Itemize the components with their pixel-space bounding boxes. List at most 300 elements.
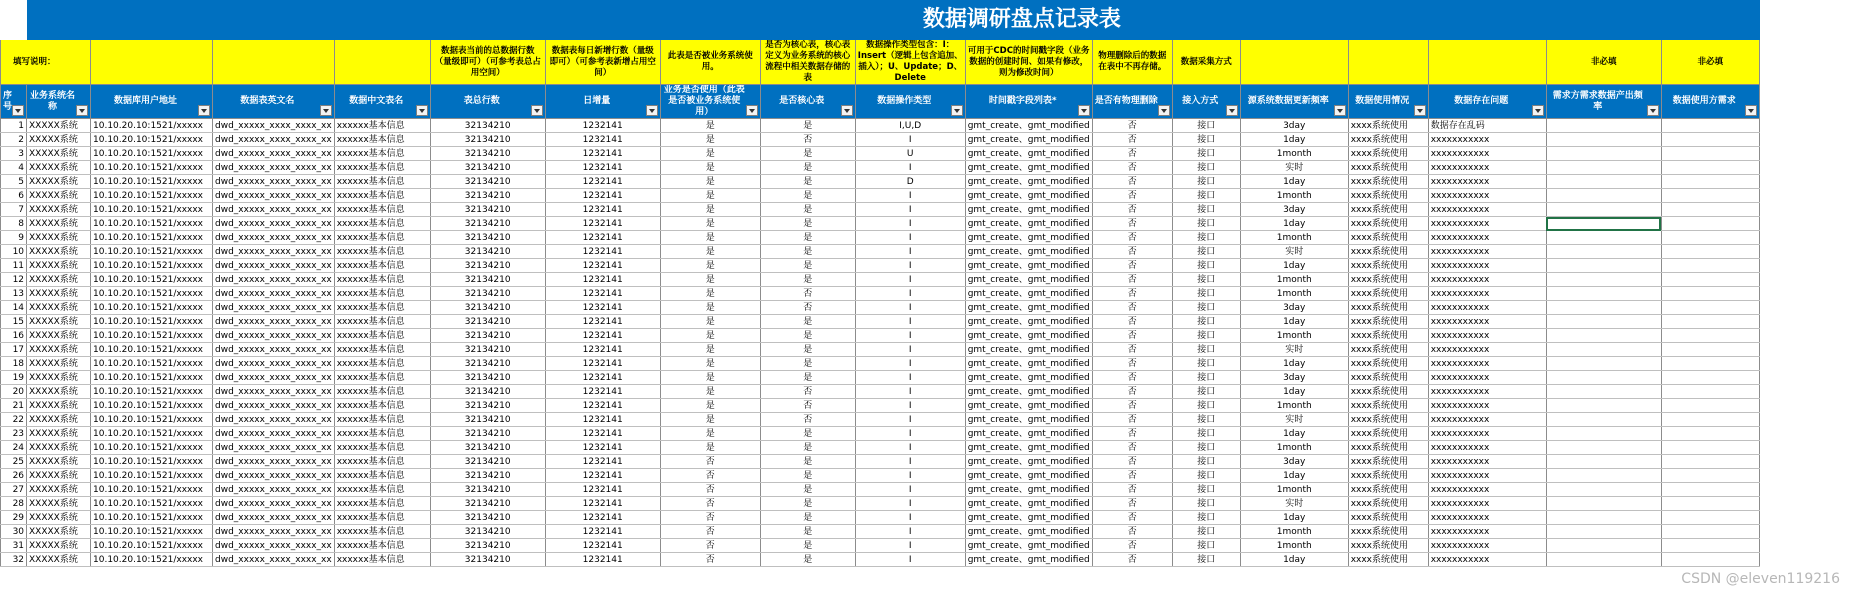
table-cell[interactable] <box>1661 413 1759 427</box>
table-cell[interactable]: xxxx系统使用 <box>1348 497 1428 511</box>
table-cell[interactable]: xxxxxx基本信息 <box>334 287 430 301</box>
table-cell[interactable]: 否 <box>760 385 855 399</box>
table-cell[interactable]: 实时 <box>1240 343 1348 357</box>
column-header[interactable] <box>1240 85 1348 119</box>
table-cell[interactable]: 否 <box>1092 273 1172 287</box>
table-cell[interactable]: xxxx系统使用 <box>1348 371 1428 385</box>
table-cell[interactable]: 32134210 <box>430 511 545 525</box>
table-cell[interactable]: dwd_xxxxx_xxxx_xxxx_xx <box>213 315 335 329</box>
table-cell[interactable] <box>1546 161 1661 175</box>
table-cell[interactable]: 1232141 <box>545 427 660 441</box>
table-cell[interactable]: 32134210 <box>430 483 545 497</box>
note-physical-del[interactable]: 物理删除后的数据在表中不再存储。 <box>1092 40 1172 85</box>
column-header[interactable] <box>91 85 213 119</box>
table-cell[interactable]: 1232141 <box>545 315 660 329</box>
table-cell[interactable]: 是 <box>760 245 855 259</box>
table-cell[interactable]: I <box>855 539 965 553</box>
table-cell[interactable]: 1232141 <box>545 371 660 385</box>
table-cell[interactable]: gmt_create、gmt_modified <box>965 301 1092 315</box>
table-cell[interactable]: gmt_create、gmt_modified <box>965 245 1092 259</box>
table-cell[interactable]: gmt_create、gmt_modified <box>965 399 1092 413</box>
table-cell[interactable]: xxxxxx基本信息 <box>334 259 430 273</box>
table-cell[interactable]: XXXXX系统 <box>27 427 91 441</box>
table-cell[interactable]: gmt_create、gmt_modified <box>965 455 1092 469</box>
table-cell[interactable]: I <box>855 287 965 301</box>
table-cell[interactable]: XXXXX系统 <box>27 525 91 539</box>
table-cell[interactable]: I <box>855 441 965 455</box>
table-cell[interactable]: 1month <box>1240 231 1348 245</box>
table-cell[interactable]: xxxxxxxxxxx <box>1428 175 1546 189</box>
table-cell[interactable]: 1232141 <box>545 385 660 399</box>
table-cell[interactable]: 是 <box>760 525 855 539</box>
table-cell[interactable]: 否 <box>760 133 855 147</box>
table-cell[interactable]: xxxx系统使用 <box>1348 245 1428 259</box>
table-cell[interactable]: xxxxxxxxxxx <box>1428 273 1546 287</box>
table-cell[interactable]: 15 <box>1 315 27 329</box>
table-cell[interactable]: 否 <box>660 539 760 553</box>
table-cell[interactable]: 是 <box>660 357 760 371</box>
column-header[interactable] <box>760 85 855 119</box>
table-cell[interactable]: xxxxxx基本信息 <box>334 399 430 413</box>
table-cell[interactable]: XXXXX系统 <box>27 399 91 413</box>
table-cell[interactable]: 否 <box>1092 133 1172 147</box>
table-cell[interactable]: dwd_xxxxx_xxxx_xxxx_xx <box>213 259 335 273</box>
table-cell[interactable]: xxxxxx基本信息 <box>334 427 430 441</box>
table-cell[interactable]: 1232141 <box>545 329 660 343</box>
table-cell[interactable]: 1232141 <box>545 511 660 525</box>
table-cell[interactable]: xxxxxx基本信息 <box>334 385 430 399</box>
table-cell[interactable] <box>1661 469 1759 483</box>
table-cell[interactable]: 接口 <box>1172 329 1240 343</box>
table-cell[interactable]: 10 <box>1 245 27 259</box>
table-cell[interactable]: I <box>855 161 965 175</box>
table-cell[interactable]: I <box>855 343 965 357</box>
table-cell[interactable]: 接口 <box>1172 245 1240 259</box>
table-cell[interactable]: xxxxxx基本信息 <box>334 245 430 259</box>
table-cell[interactable]: 3day <box>1240 455 1348 469</box>
table-cell[interactable]: 3 <box>1 147 27 161</box>
table-cell[interactable]: xxxx系统使用 <box>1348 119 1428 133</box>
table-cell[interactable]: I <box>855 231 965 245</box>
table-cell[interactable]: 否 <box>1092 217 1172 231</box>
table-cell[interactable]: 10.10.20.10:1521/xxxxx <box>91 497 213 511</box>
table-cell[interactable] <box>1546 469 1661 483</box>
note-label[interactable]: 填写说明： <box>1 40 91 85</box>
table-cell[interactable]: 是 <box>760 469 855 483</box>
table-cell[interactable]: 否 <box>1092 399 1172 413</box>
table-cell[interactable]: 否 <box>660 553 760 567</box>
table-cell[interactable]: 接口 <box>1172 483 1240 497</box>
table-cell[interactable]: 接口 <box>1172 259 1240 273</box>
table-cell[interactable]: I <box>855 413 965 427</box>
column-header[interactable] <box>1428 85 1546 119</box>
table-cell[interactable]: 23 <box>1 427 27 441</box>
table-cell[interactable]: 1232141 <box>545 273 660 287</box>
table-cell[interactable]: 是 <box>760 455 855 469</box>
table-cell[interactable]: 32134210 <box>430 441 545 455</box>
table-cell[interactable]: 否 <box>1092 161 1172 175</box>
table-cell[interactable]: XXXXX系统 <box>27 469 91 483</box>
table-cell[interactable]: U <box>855 147 965 161</box>
table-cell[interactable]: 是 <box>660 385 760 399</box>
table-cell[interactable] <box>1546 441 1661 455</box>
table-cell[interactable]: 32134210 <box>430 133 545 147</box>
table-cell[interactable]: 32134210 <box>430 287 545 301</box>
table-cell[interactable]: 否 <box>660 483 760 497</box>
table-cell[interactable] <box>1661 119 1759 133</box>
table-cell[interactable]: gmt_create、gmt_modified <box>965 483 1092 497</box>
table-cell[interactable]: 是 <box>760 483 855 497</box>
table-cell[interactable]: 是 <box>760 343 855 357</box>
table-cell[interactable]: 接口 <box>1172 119 1240 133</box>
table-cell[interactable]: 接口 <box>1172 357 1240 371</box>
table-cell[interactable]: XXXXX系统 <box>27 343 91 357</box>
table-cell[interactable]: 1232141 <box>545 231 660 245</box>
table-cell[interactable]: 否 <box>1092 539 1172 553</box>
table-cell[interactable]: 是 <box>660 147 760 161</box>
table-cell[interactable]: 接口 <box>1172 371 1240 385</box>
table-cell[interactable] <box>1661 287 1759 301</box>
table-cell[interactable]: dwd_xxxxx_xxxx_xxxx_xx <box>213 497 335 511</box>
table-cell[interactable]: xxxxxxxxxxx <box>1428 329 1546 343</box>
table-cell[interactable]: I <box>855 245 965 259</box>
filter-dropdown-icon[interactable] <box>951 105 963 116</box>
table-cell[interactable]: 否 <box>1092 287 1172 301</box>
table-cell[interactable]: 18 <box>1 357 27 371</box>
table-cell[interactable]: XXXXX系统 <box>27 119 91 133</box>
table-cell[interactable]: 接口 <box>1172 525 1240 539</box>
table-cell[interactable]: 接口 <box>1172 147 1240 161</box>
table-cell[interactable] <box>1661 203 1759 217</box>
filter-dropdown-icon[interactable] <box>746 105 758 116</box>
table-cell[interactable]: dwd_xxxxx_xxxx_xxxx_xx <box>213 161 335 175</box>
table-cell[interactable]: dwd_xxxxx_xxxx_xxxx_xx <box>213 119 335 133</box>
table-cell[interactable]: XXXXX系统 <box>27 301 91 315</box>
table-cell[interactable]: 接口 <box>1172 175 1240 189</box>
table-cell[interactable] <box>1546 497 1661 511</box>
table-cell[interactable] <box>1661 189 1759 203</box>
filter-dropdown-icon[interactable] <box>1158 105 1170 116</box>
table-cell[interactable]: I <box>855 189 965 203</box>
table-cell[interactable]: 10.10.20.10:1521/xxxxx <box>91 385 213 399</box>
table-cell[interactable]: 1232141 <box>545 189 660 203</box>
table-cell[interactable]: XXXXX系统 <box>27 231 91 245</box>
table-cell[interactable]: 1day <box>1240 175 1348 189</box>
table-cell[interactable]: 实时 <box>1240 413 1348 427</box>
table-cell[interactable]: xxxxxxxxxxx <box>1428 301 1546 315</box>
table-cell[interactable]: 是 <box>660 245 760 259</box>
table-cell[interactable] <box>1661 525 1759 539</box>
table-cell[interactable] <box>1546 553 1661 567</box>
note-cell[interactable] <box>1240 40 1348 85</box>
sheet-title[interactable]: 数据调研盘点记录表 <box>27 1 1760 40</box>
table-cell[interactable]: XXXXX系统 <box>27 483 91 497</box>
table-cell[interactable] <box>1546 175 1661 189</box>
table-cell[interactable]: xxxx系统使用 <box>1348 455 1428 469</box>
table-cell[interactable]: 是 <box>660 427 760 441</box>
table-cell[interactable] <box>1546 133 1661 147</box>
table-cell[interactable]: 1month <box>1240 273 1348 287</box>
table-cell[interactable]: 10.10.20.10:1521/xxxxx <box>91 245 213 259</box>
table-cell[interactable]: 1month <box>1240 441 1348 455</box>
table-cell[interactable]: 1day <box>1240 385 1348 399</box>
table-cell[interactable]: 否 <box>1092 203 1172 217</box>
table-cell[interactable]: 接口 <box>1172 231 1240 245</box>
table-cell[interactable]: 否 <box>760 301 855 315</box>
table-cell[interactable]: 是 <box>760 329 855 343</box>
table-cell[interactable]: 10.10.20.10:1521/xxxxx <box>91 287 213 301</box>
table-cell[interactable]: 26 <box>1 469 27 483</box>
table-cell[interactable]: 否 <box>660 511 760 525</box>
table-cell[interactable]: 10.10.20.10:1521/xxxxx <box>91 455 213 469</box>
table-cell[interactable]: 是 <box>760 371 855 385</box>
table-cell[interactable]: 6 <box>1 189 27 203</box>
table-cell[interactable]: xxxx系统使用 <box>1348 469 1428 483</box>
table-cell[interactable]: 1232141 <box>545 119 660 133</box>
table-cell[interactable]: xxxxxx基本信息 <box>334 553 430 567</box>
table-cell[interactable]: 实时 <box>1240 161 1348 175</box>
table-cell[interactable]: 1month <box>1240 147 1348 161</box>
table-cell[interactable]: I <box>855 329 965 343</box>
table-cell[interactable]: xxxxxx基本信息 <box>334 469 430 483</box>
table-cell[interactable]: 否 <box>1092 315 1172 329</box>
table-cell[interactable]: gmt_create、gmt_modified <box>965 553 1092 567</box>
table-cell[interactable] <box>1546 287 1661 301</box>
table-cell[interactable]: 是 <box>660 399 760 413</box>
table-cell[interactable]: gmt_create、gmt_modified <box>965 231 1092 245</box>
table-cell[interactable]: 接口 <box>1172 133 1240 147</box>
table-cell[interactable]: 否 <box>1092 119 1172 133</box>
table-cell[interactable]: xxxx系统使用 <box>1348 357 1428 371</box>
table-cell[interactable]: I <box>855 133 965 147</box>
column-header[interactable] <box>1092 85 1172 119</box>
table-cell[interactable]: 12 <box>1 273 27 287</box>
table-cell[interactable]: dwd_xxxxx_xxxx_xxxx_xx <box>213 469 335 483</box>
table-cell[interactable]: xxxx系统使用 <box>1348 203 1428 217</box>
table-cell[interactable]: xxxxxxxxxxx <box>1428 539 1546 553</box>
table-cell[interactable]: gmt_create、gmt_modified <box>965 259 1092 273</box>
table-cell[interactable]: xxxxxxxxxxx <box>1428 287 1546 301</box>
table-cell[interactable]: xxxx系统使用 <box>1348 189 1428 203</box>
table-cell[interactable]: gmt_create、gmt_modified <box>965 343 1092 357</box>
filter-dropdown-icon[interactable] <box>1647 105 1659 116</box>
table-cell[interactable]: 32134210 <box>430 413 545 427</box>
table-cell[interactable]: 数据存在乱码 <box>1428 119 1546 133</box>
table-cell[interactable]: gmt_create、gmt_modified <box>965 217 1092 231</box>
table-cell[interactable]: gmt_create、gmt_modified <box>965 539 1092 553</box>
table-cell[interactable]: xxxxxxxxxxx <box>1428 147 1546 161</box>
table-cell[interactable]: 32 <box>1 553 27 567</box>
table-cell[interactable]: XXXXX系统 <box>27 511 91 525</box>
table-cell[interactable] <box>1661 245 1759 259</box>
filter-dropdown-icon[interactable] <box>1532 105 1544 116</box>
table-cell[interactable]: 32134210 <box>430 231 545 245</box>
table-cell[interactable] <box>1661 161 1759 175</box>
table-cell[interactable]: 否 <box>660 469 760 483</box>
table-cell[interactable]: xxxxxxxxxxx <box>1428 245 1546 259</box>
column-header[interactable] <box>1348 85 1428 119</box>
table-cell[interactable]: 4 <box>1 161 27 175</box>
table-cell[interactable]: dwd_xxxxx_xxxx_xxxx_xx <box>213 539 335 553</box>
table-cell[interactable]: xxxxxxxxxxx <box>1428 441 1546 455</box>
table-cell[interactable]: 32134210 <box>430 357 545 371</box>
table-cell[interactable]: 1232141 <box>545 245 660 259</box>
filter-dropdown-icon[interactable] <box>1745 105 1757 116</box>
table-cell[interactable]: 是 <box>760 203 855 217</box>
table-cell[interactable]: 否 <box>1092 441 1172 455</box>
column-header[interactable] <box>1 85 27 119</box>
table-cell[interactable]: 10.10.20.10:1521/xxxxx <box>91 357 213 371</box>
table-cell[interactable]: XXXXX系统 <box>27 455 91 469</box>
table-cell[interactable]: xxxx系统使用 <box>1348 315 1428 329</box>
table-cell[interactable]: 接口 <box>1172 539 1240 553</box>
table-cell[interactable]: xxxx系统使用 <box>1348 231 1428 245</box>
table-cell[interactable]: 接口 <box>1172 161 1240 175</box>
table-cell[interactable]: 接口 <box>1172 273 1240 287</box>
table-cell[interactable] <box>1661 357 1759 371</box>
table-cell[interactable]: 25 <box>1 455 27 469</box>
table-cell[interactable]: gmt_create、gmt_modified <box>965 329 1092 343</box>
table-cell[interactable]: 19 <box>1 371 27 385</box>
column-header[interactable] <box>545 85 660 119</box>
table-cell[interactable]: 是 <box>760 147 855 161</box>
table-cell[interactable]: dwd_xxxxx_xxxx_xxxx_xx <box>213 203 335 217</box>
table-cell[interactable]: 5 <box>1 175 27 189</box>
table-cell[interactable]: XXXXX系统 <box>27 133 91 147</box>
table-cell[interactable]: 是 <box>660 371 760 385</box>
table-cell[interactable]: xxxxxx基本信息 <box>334 413 430 427</box>
table-cell[interactable]: I <box>855 553 965 567</box>
table-cell[interactable]: 32134210 <box>430 553 545 567</box>
table-cell[interactable]: xxxx系统使用 <box>1348 161 1428 175</box>
note-cell[interactable] <box>213 40 335 85</box>
table-cell[interactable] <box>1546 483 1661 497</box>
table-cell[interactable]: xxxxxxxxxxx <box>1428 497 1546 511</box>
table-cell[interactable]: 是 <box>760 315 855 329</box>
table-cell[interactable] <box>1546 273 1661 287</box>
table-cell[interactable]: dwd_xxxxx_xxxx_xxxx_xx <box>213 189 335 203</box>
table-cell[interactable]: xxxx系统使用 <box>1348 441 1428 455</box>
table-cell[interactable]: 1232141 <box>545 203 660 217</box>
table-cell[interactable]: 32134210 <box>430 427 545 441</box>
table-cell[interactable]: 7 <box>1 203 27 217</box>
table-cell[interactable]: 10.10.20.10:1521/xxxxx <box>91 483 213 497</box>
table-cell[interactable]: xxxx系统使用 <box>1348 483 1428 497</box>
table-cell[interactable] <box>1661 385 1759 399</box>
table-cell[interactable]: 1232141 <box>545 553 660 567</box>
table-cell[interactable]: XXXXX系统 <box>27 175 91 189</box>
table-cell[interactable] <box>1546 511 1661 525</box>
table-cell[interactable]: 是 <box>660 203 760 217</box>
table-cell[interactable]: 32134210 <box>430 525 545 539</box>
table-cell[interactable]: 10.10.20.10:1521/xxxxx <box>91 427 213 441</box>
table-cell[interactable]: xxxx系统使用 <box>1348 413 1428 427</box>
table-cell[interactable]: gmt_create、gmt_modified <box>965 133 1092 147</box>
table-cell[interactable]: xxxxxxxxxxx <box>1428 511 1546 525</box>
table-cell[interactable]: XXXXX系统 <box>27 161 91 175</box>
table-cell[interactable]: 接口 <box>1172 497 1240 511</box>
table-cell[interactable]: dwd_xxxxx_xxxx_xxxx_xx <box>213 553 335 567</box>
table-cell[interactable]: dwd_xxxxx_xxxx_xxxx_xx <box>213 245 335 259</box>
table-cell[interactable]: 32134210 <box>430 329 545 343</box>
table-cell[interactable]: dwd_xxxxx_xxxx_xxxx_xx <box>213 385 335 399</box>
table-cell[interactable]: 是 <box>760 175 855 189</box>
table-cell[interactable]: 接口 <box>1172 343 1240 357</box>
table-cell[interactable]: 3day <box>1240 119 1348 133</box>
table-cell[interactable]: 10.10.20.10:1521/xxxxx <box>91 553 213 567</box>
table-cell[interactable]: xxxxxx基本信息 <box>334 273 430 287</box>
column-header[interactable] <box>27 85 91 119</box>
table-cell[interactable]: 32134210 <box>430 217 545 231</box>
table-cell[interactable]: gmt_create、gmt_modified <box>965 413 1092 427</box>
note-time-fields[interactable]: 可用于CDC的时间戳字段（业务数据的创建时间、如果有修改，则为修改时间） <box>965 40 1092 85</box>
table-cell[interactable]: 否 <box>1092 525 1172 539</box>
table-cell[interactable]: gmt_create、gmt_modified <box>965 119 1092 133</box>
table-cell[interactable]: 接口 <box>1172 301 1240 315</box>
table-cell[interactable]: dwd_xxxxx_xxxx_xxxx_xx <box>213 175 335 189</box>
table-cell[interactable]: xxxx系统使用 <box>1348 175 1428 189</box>
table-cell[interactable]: 32134210 <box>430 315 545 329</box>
table-cell[interactable]: xxxxxx基本信息 <box>334 483 430 497</box>
table-cell[interactable]: xxxx系统使用 <box>1348 287 1428 301</box>
table-cell[interactable]: 实时 <box>1240 245 1348 259</box>
table-cell[interactable]: 是 <box>760 441 855 455</box>
table-cell[interactable]: 32134210 <box>430 539 545 553</box>
table-cell[interactable]: 10.10.20.10:1521/xxxxx <box>91 175 213 189</box>
table-cell[interactable]: 接口 <box>1172 441 1240 455</box>
table-cell[interactable]: dwd_xxxxx_xxxx_xxxx_xx <box>213 287 335 301</box>
table-cell[interactable] <box>1661 497 1759 511</box>
table-cell[interactable]: gmt_create、gmt_modified <box>965 315 1092 329</box>
table-cell[interactable]: 10.10.20.10:1521/xxxxx <box>91 231 213 245</box>
table-cell[interactable]: 32134210 <box>430 273 545 287</box>
table-cell[interactable]: 否 <box>1092 553 1172 567</box>
table-cell[interactable]: 1232141 <box>545 539 660 553</box>
table-cell[interactable]: 接口 <box>1172 427 1240 441</box>
table-cell[interactable]: XXXXX系统 <box>27 371 91 385</box>
table-cell[interactable]: 10.10.20.10:1521/xxxxx <box>91 203 213 217</box>
table-cell[interactable]: xxxx系统使用 <box>1348 301 1428 315</box>
table-cell[interactable]: xxxxxxxxxxx <box>1428 455 1546 469</box>
table-cell[interactable] <box>1661 371 1759 385</box>
table-cell[interactable]: xxxxxx基本信息 <box>334 539 430 553</box>
table-cell[interactable]: 是 <box>760 189 855 203</box>
table-cell[interactable] <box>1546 385 1661 399</box>
table-cell[interactable]: 1232141 <box>545 287 660 301</box>
table-cell[interactable]: xxxxxx基本信息 <box>334 147 430 161</box>
table-cell[interactable]: XXXXX系统 <box>27 245 91 259</box>
table-cell[interactable]: 是 <box>760 119 855 133</box>
table-cell[interactable]: 实时 <box>1240 497 1348 511</box>
table-cell[interactable]: dwd_xxxxx_xxxx_xxxx_xx <box>213 427 335 441</box>
table-cell[interactable] <box>1661 329 1759 343</box>
table-cell[interactable]: xxxxxx基本信息 <box>334 189 430 203</box>
table-cell[interactable]: xxxxxxxxxxx <box>1428 525 1546 539</box>
table-cell[interactable]: 32134210 <box>430 399 545 413</box>
table-cell[interactable]: 1day <box>1240 427 1348 441</box>
table-cell[interactable] <box>1661 427 1759 441</box>
table-cell[interactable]: xxxxxx基本信息 <box>334 119 430 133</box>
table-cell[interactable]: gmt_create、gmt_modified <box>965 469 1092 483</box>
table-cell[interactable]: 接口 <box>1172 217 1240 231</box>
table-cell[interactable] <box>1546 147 1661 161</box>
table-cell[interactable]: 接口 <box>1172 189 1240 203</box>
table-cell[interactable]: dwd_xxxxx_xxxx_xxxx_xx <box>213 413 335 427</box>
filter-dropdown-icon[interactable] <box>646 105 658 116</box>
table-cell[interactable]: 接口 <box>1172 511 1240 525</box>
table-cell[interactable]: 否 <box>1092 427 1172 441</box>
table-cell[interactable]: xxxx系统使用 <box>1348 399 1428 413</box>
